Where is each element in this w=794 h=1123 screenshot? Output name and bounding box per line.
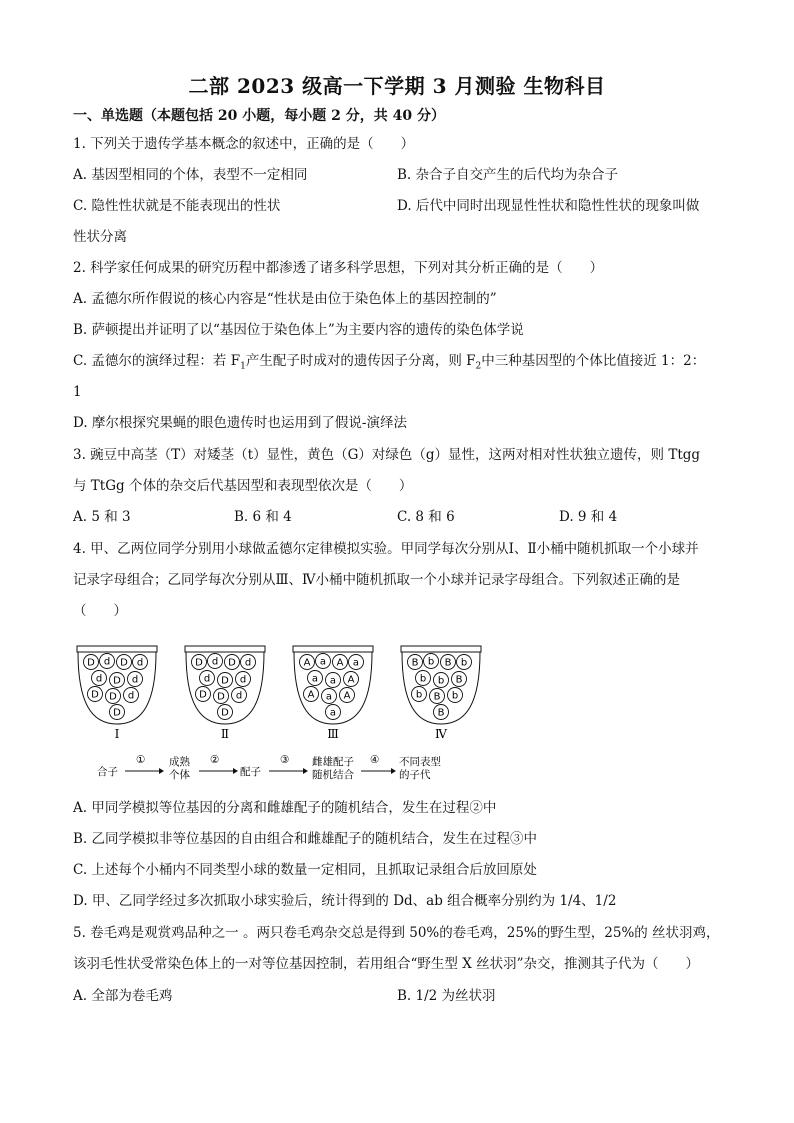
ball-letter: B <box>437 707 445 719</box>
ball-letter: D <box>113 707 121 719</box>
q5-stem: 5. 卷毛鸡是观赏鸡品种之一 。两只卷毛鸡杂交总是得到 50%的卷毛鸡，25%的野生型，25%的 丝状羽鸡， <box>73 925 720 941</box>
ball-letter: d <box>131 674 139 686</box>
flow-fertilize-2: 随机结合 <box>312 769 354 781</box>
q5-option-a: A. 全部为卷毛鸡 <box>73 988 173 1004</box>
bucket-label: Ⅲ <box>327 727 339 741</box>
ball-letter: B <box>455 674 463 686</box>
ball <box>128 672 143 687</box>
ball <box>106 689 121 704</box>
bucket-2 <box>185 646 265 741</box>
ball-letter: a <box>352 657 360 669</box>
q1-option-d: D. 后代中同时出现显性性状和隐性性状的现象叫做 <box>397 198 700 214</box>
bucket-label: Ⅰ <box>114 727 120 741</box>
ball <box>434 705 449 720</box>
flow-offspring-2: 的子代 <box>399 769 431 781</box>
q2-option-c-sub2: 2 <box>475 361 482 372</box>
ball <box>326 705 341 720</box>
ball <box>452 672 467 687</box>
ball <box>100 654 115 669</box>
ball-letter: D <box>87 657 95 669</box>
process-flow <box>97 754 441 781</box>
ball <box>196 687 211 702</box>
bucket-1 <box>77 646 157 741</box>
ball-letter: D <box>120 657 128 669</box>
ball <box>218 673 233 688</box>
ball <box>457 655 472 670</box>
q4-option-c: C. 上述每个小桶内不同类型小球的数量一定相同，且抓取记录组合后放回原处 <box>73 862 537 878</box>
ball <box>225 655 240 670</box>
ball-letter: A <box>347 674 355 686</box>
q5-stem-cont: 该羽毛性状受常染色体上的一对等位基因控制，若用组合“野生型 X 丝状羽”杂交，推测其子代为（ ） <box>73 956 699 972</box>
q2-option-c-cont: 1 <box>73 384 82 400</box>
q3-option-c: C. 8 和 6 <box>397 509 455 525</box>
ball <box>208 654 223 669</box>
ball <box>349 655 364 670</box>
ball-letter: A <box>303 657 311 669</box>
q1-option-c: C. 隐性性状就是不能表现出的性状 <box>73 198 281 214</box>
flow-mature-1: 成熟 <box>169 756 190 768</box>
bucket-label: Ⅱ <box>220 727 230 741</box>
ball <box>322 689 337 704</box>
ball-letter: B <box>433 691 441 703</box>
ball-letter: D <box>91 689 99 701</box>
exam-title: 二部 2023 级高一下学期 3 月测验 生物科目 <box>188 74 606 98</box>
ball <box>117 655 132 670</box>
ball <box>304 687 319 702</box>
ball-letter: a <box>329 675 337 687</box>
ball-letter: B <box>444 657 452 669</box>
q2-stem: 2. 科学家任何成果的研究历程中都渗透了诸多科学思想，下列对其分析正确的是（ ） <box>73 260 604 276</box>
flow-step-2: ② <box>210 754 220 766</box>
section-heading: 一、单选题（本题包括 20 小题，每小题 2 分，共 40 分） <box>73 108 445 124</box>
flow-step-1: ① <box>136 754 146 766</box>
q4-option-b: B. 乙同学模拟非等位基因的自由组合和雌雄配子的随机结合，发生在过程③中 <box>73 831 538 847</box>
ball <box>344 672 359 687</box>
ball <box>316 654 331 669</box>
ball-letter: d <box>239 674 247 686</box>
ball <box>416 671 431 686</box>
ball <box>214 689 229 704</box>
ball-letter: b <box>460 657 468 669</box>
q2-option-b: B. 萨顿提出并证明了以“基因位于染色体上”为主要内容的遗传的染色体学说 <box>73 322 524 338</box>
q3-stem: 3. 豌豆中高茎（T）对矮茎（t）显性，黄色（G）对绿色（g）显性，这两对相对性状独立遗传，则 Ttgg <box>73 447 701 463</box>
ball <box>92 671 107 686</box>
ball-letter: a <box>311 673 319 685</box>
ball <box>124 688 139 703</box>
ball <box>200 671 215 686</box>
q2-option-d: D. 摩尔根探究果蝇的眼色遗传时也运用到了假说-演绎法 <box>73 415 407 431</box>
ball-letter: D <box>199 689 207 701</box>
q4-stem-cont: 记录字母组合；乙同学每次分别从Ⅲ、Ⅳ小桶中随机抓取一个小球并记录字母组合。下列叙述正确的是 <box>73 572 681 588</box>
ball-letter: a <box>325 691 333 703</box>
ball <box>326 673 341 688</box>
q2-option-c <box>73 352 705 376</box>
bucket-figure <box>73 632 493 782</box>
q2-option-c-sub1: 1 <box>240 361 246 372</box>
q3-option-d: D. 9 和 4 <box>559 509 618 525</box>
flow-gamete: 配子 <box>240 766 261 778</box>
ball-letter: d <box>95 673 103 685</box>
ball-letter: D <box>195 657 203 669</box>
ball <box>412 687 427 702</box>
q4-stem-cont2: （ ） <box>73 603 127 619</box>
q1-stem: 1. 下列关于遗传学基本概念的叙述中，正确的是（ ） <box>73 136 415 152</box>
ball <box>430 689 445 704</box>
ball-letter: D <box>113 675 121 687</box>
q3-option-b: B. 6 和 4 <box>234 509 292 525</box>
ball-letter: A <box>307 689 315 701</box>
ball <box>241 655 256 670</box>
ball-letter: d <box>103 656 111 668</box>
ball <box>110 673 125 688</box>
ball-letter: B <box>411 657 419 669</box>
flow-mature-2: 个体 <box>169 769 190 781</box>
flow-step-4: ④ <box>370 754 380 766</box>
ball <box>448 688 463 703</box>
ball <box>232 688 247 703</box>
q2-option-a: A. 孟德尔所作假说的核心内容是“性状是由位于染色体上的基因控制的” <box>73 291 497 307</box>
ball-letter: b <box>427 656 435 668</box>
ball <box>424 654 439 669</box>
ball <box>340 688 355 703</box>
q2-option-c-post: 中三种基因型的个体比值接近 1：2： <box>481 353 706 369</box>
ball-letter: d <box>244 657 252 669</box>
ball-letter: b <box>437 675 445 687</box>
q1-option-a: A. 基因型相同的个体，表型不一定相同 <box>73 167 308 183</box>
q1-option-d-cont: 性状分离 <box>73 229 127 245</box>
ball-letter: d <box>136 657 144 669</box>
ball-letter: d <box>211 656 219 668</box>
q2-option-c-pre: C. 孟德尔的演绎过程：若 F <box>73 353 241 369</box>
q3-option-a: A. 5 和 3 <box>73 509 131 525</box>
q4-stem: 4. 甲、乙两位同学分别用小球做孟德尔定律模拟实验。甲同学每次分别从Ⅰ、Ⅱ小桶中随机抓取一个小球并 <box>73 541 699 557</box>
ball-letter: D <box>221 675 229 687</box>
bucket-label: Ⅳ <box>435 727 447 741</box>
flow-zygote: 合子 <box>97 766 118 778</box>
q1-option-b: B. 杂合子自交产生的后代均为杂合子 <box>397 167 619 183</box>
q4-option-d: D. 甲、乙同学经过多次抓取小球实验后，统计得到的 Dd、ab 组合概率分别约为 1/4、1/2 <box>73 893 617 909</box>
ball <box>441 655 456 670</box>
ball-letter: b <box>451 690 459 702</box>
bucket-3 <box>293 646 373 741</box>
ball <box>84 655 99 670</box>
ball-letter: d <box>235 690 243 702</box>
flow-step-3: ③ <box>280 754 290 766</box>
ball-letter: a <box>329 707 337 719</box>
q4-option-a: A. 甲同学模拟等位基因的分离和雌雄配子的随机结合，发生在过程②中 <box>73 800 497 816</box>
ball-letter: D <box>221 707 229 719</box>
ball <box>110 705 125 720</box>
ball <box>308 671 323 686</box>
q2-option-c-mid: 产生配子时成对的遗传因子分离，则 F <box>245 353 476 369</box>
flow-fertilize-1: 雌雄配子 <box>312 756 354 768</box>
ball <box>408 655 423 670</box>
ball <box>300 655 315 670</box>
ball-letter: D <box>217 691 225 703</box>
ball-letter: d <box>127 690 135 702</box>
ball <box>333 655 348 670</box>
ball <box>88 687 103 702</box>
ball-letter: A <box>336 657 344 669</box>
ball-letter: d <box>203 673 211 685</box>
ball-letter: a <box>319 656 327 668</box>
ball-letter: b <box>415 689 423 701</box>
ball <box>133 655 148 670</box>
ball-letter: A <box>343 690 351 702</box>
bucket-4 <box>401 646 481 741</box>
ball <box>218 705 233 720</box>
q5-option-b: B. 1/2 为丝状羽 <box>397 988 496 1004</box>
ball-letter: D <box>228 657 236 669</box>
ball <box>434 673 449 688</box>
ball <box>236 672 251 687</box>
flow-offspring-1: 不同表型 <box>399 756 441 768</box>
ball-letter: b <box>419 673 427 685</box>
q3-stem-cont: 与 TtGg 个体的杂交后代基因型和表现型依次是（ ） <box>73 478 413 494</box>
ball-letter: D <box>109 691 117 703</box>
ball <box>192 655 207 670</box>
